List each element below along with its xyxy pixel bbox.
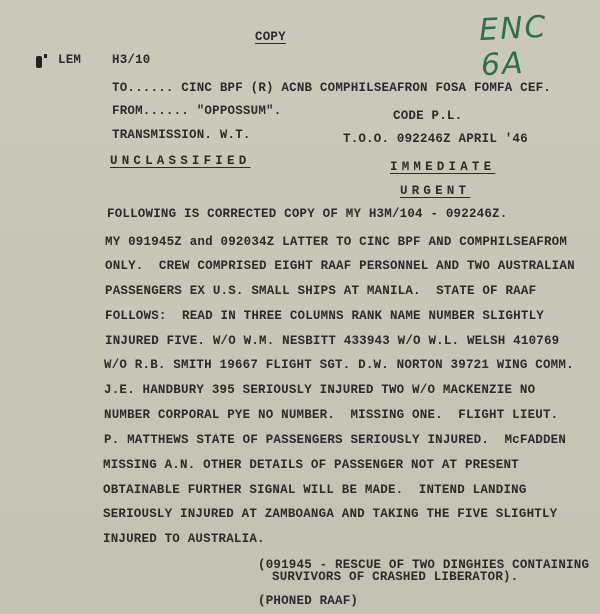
to-line: TO...... CINC BPF (R) ACNB COMPHILSEAFRON FOSA FOMFA CEF. (112, 81, 551, 95)
footer-note: SURVIVORS OF CRASHED LIBERATOR). (272, 570, 519, 584)
priority-immediate: IMMEDIATE (390, 160, 496, 174)
body-line: FOLLOWING IS CORRECTED COPY OF MY H3M/104 - 092246Z. (107, 207, 508, 221)
initials: LEM (58, 53, 82, 67)
body-line: P. MATTHEWS STATE OF PASSENGERS SERIOUSLY INJURED. McFADDEN (104, 433, 567, 447)
body-line: SERIOUSLY INJURED AT ZAMBOANGA AND TAKING THE FIVE SLIGHTLY (103, 507, 558, 521)
body-line: ONLY. CREW COMPRISED EIGHT RAAF PERSONNEL AND TWO AUSTRALIAN (105, 259, 575, 273)
body-line: J.E. HANDBURY 395 SERIOUSLY INJURED TWO W/O MACKENZIE NO (104, 383, 536, 397)
copy-heading: COPY (255, 30, 286, 44)
footer-note: (091945 - RESCUE OF TWO DINGHIES CONTAINING (258, 558, 590, 572)
body-line: MISSING A.N. OTHER DETAILS OF PASSENGER NOT AT PRESENT (103, 458, 519, 472)
punch-mark (36, 56, 42, 68)
body-line: INJURED TO AUSTRALIA. (103, 532, 265, 546)
body-line: MY 091945Z and 092034Z LATTER TO CINC BPF AND COMPHILSEAFROM (105, 235, 568, 249)
handwritten-annotation: ENC 6A (478, 9, 549, 84)
reference-number: H3/10 (112, 53, 151, 67)
transmission-line: TRANSMISSION. W.T. (112, 128, 251, 142)
time-of-origin: T.O.O. 092246Z APRIL '46 (343, 132, 528, 146)
code-line: CODE P.L. (393, 109, 463, 123)
from-line: FROM...... "OPPOSSUM". (112, 104, 282, 118)
body-line: NUMBER CORPORAL PYE NO NUMBER. MISSING ONE. FLIGHT LIEUT. (104, 408, 559, 422)
classification-label: UNCLASSIFIED (110, 154, 251, 168)
body-line: PASSENGERS EX U.S. SMALL SHIPS AT MANILA. STATE OF RAAF (105, 284, 537, 298)
body-line: INJURED FIVE. W/O W.M. NESBITT 433943 W/O W.L. WELSH 410769 (105, 334, 560, 348)
body-line: OBTAINABLE FURTHER SIGNAL WILL BE MADE. INTEND LANDING (103, 483, 527, 497)
body-line: FOLLOWS: READ IN THREE COLUMNS RANK NAME NUMBER SLIGHTLY (105, 309, 544, 323)
body-line: W/O R.B. SMITH 19667 FLIGHT SGT. D.W. NORTON 39721 WING COMM. (104, 358, 574, 372)
phoned-note: (PHONED RAAF) (258, 594, 359, 608)
punch-mark-small (44, 54, 47, 58)
priority-urgent: URGENT (400, 184, 471, 198)
